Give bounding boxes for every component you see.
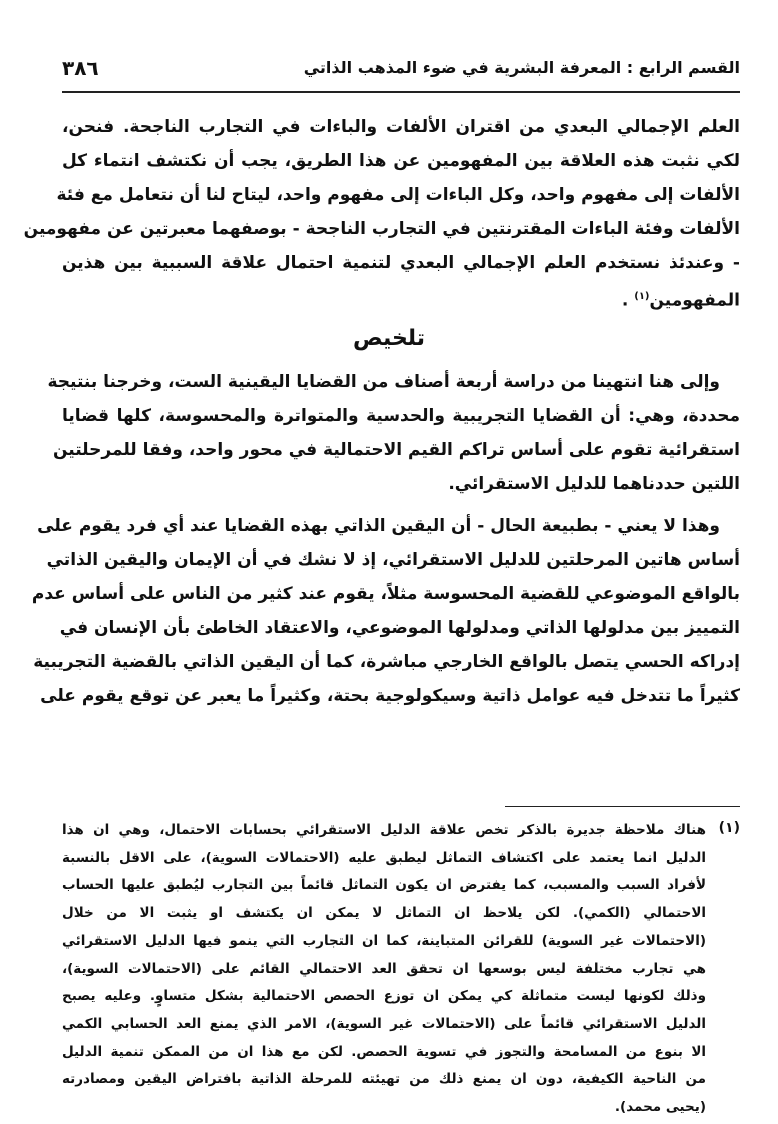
text-line: العلم الإجمالي البعدي من اقتران الألفات والباءات في التجارب الناجحة. فنحن،: [62, 117, 740, 137]
text-line: (الاحتمالات غير السوية) للقرائن المتباينة، كما ان التجارب التي ينمو فيها الدليل الاستقرائي: [62, 932, 706, 949]
running-title: القسم الرابع : المعرفة البشرية في ضوء المذهب الذاتي: [303, 58, 740, 77]
text-line: إدراكه الحسي يتصل بالواقع الخارجي مباشرة، كما أن اليقين الذاتي بالقضية التجريبية: [33, 652, 740, 672]
footnote-marker: (١): [718, 820, 740, 836]
text-line: الدليل انما يعتمد على اكتشاف التماثل ليطبق عليه (الاحتمالات السوية)، على الاقل بالنسبة: [62, 849, 706, 866]
page-number: ٣٨٦: [62, 56, 99, 80]
footnote-rule: [505, 806, 740, 807]
text-line: هي تجارب مختلفة ليس بوسعها ان تحقق العد الاحتمالي القائم على (الاحتمالات السوية)،: [62, 960, 706, 977]
text-line: لكي نثبت هذه العلاقة بين المفهومين عن هذا الطريق، يجب أن نكتشف انتماء كل: [62, 151, 740, 171]
text-line: اللتين حددناهما للدليل الاستقرائي.: [448, 474, 740, 494]
text-line: وإلى هنا انتهينا من دراسة أربعة أصناف من القضايا اليقينية الست، وخرجنا بنتيجة: [47, 372, 720, 392]
text-line: الألفات إلى مفهوم واحد، وكل الباءات إلى مفهوم واحد، ليتاح لنا أن نتعامل مع فئة: [56, 185, 740, 205]
text-line: الألفات وفئة الباءات المقترنتين في التجارب الناجحة - بوصفهما معبرتين عن مفهومين: [23, 219, 740, 239]
text-line: - وعندئذ نستخدم العلم الإجمالي البعدي لتنمية احتمال علاقة السببية بين هذين: [62, 253, 740, 273]
text-line: استقرائية تقوم على أساس تراكم القيم الاحتمالية في محور واحد، وفقا للمرحلتين: [53, 440, 740, 460]
text-line: من الناحية الكيفية، دون ان يمنع ذلك من تهيئته للمرحلة الذاتية بافتراض اليقين ومصادرته: [62, 1071, 706, 1088]
text-line: الدليل الاستقرائي قائماً على (الاحتمالات غير السوية)، الامر الذي يمنع العد الحسابي الكمي: [62, 1015, 706, 1032]
text-line: هناك ملاحظة جديرة بالذكر تخص علاقة الدليل الاستقرائي بحسابات الاحتمال، وهي ان هذا: [62, 822, 706, 838]
text-line: المفهومين$^{(١)}$ .: [621, 290, 740, 311]
text-line: لأفراد السبب والمسبب، كما يفترض ان يكون التماثل قائماً بين التجارب ليُطبق عليها الحساب: [62, 877, 706, 894]
sentence-end: .: [621, 290, 635, 311]
text-line: كثيراً ما تتدخل فيه عوامل ذاتية وسيكولوجية بحتة، وكثيراً ما يعبر عن توقع يقوم على: [40, 686, 740, 706]
text-line: الاحتمالي (الكمي). لكن يلاحظ ان التماثل لا يمكن ان يكتشف او يثبت الا من خلال: [62, 905, 706, 922]
text-line: الا بنوع من المسامحة والتجوز في تسوية الحصص. لكن مع هذا ان من الممكن تنمية الدليل: [62, 1043, 706, 1060]
text-line: محددة، وهي: أن القضايا التجريبية والحدسية والمتواترة والمحسوسة، كلها قضايا: [62, 406, 740, 426]
text-line: وذلك لكونها ليست متماثلة كي يمكن ان توزع الحصص الاحتمالية بشكل متساوٍ. وعليه يصبح: [62, 988, 706, 1005]
text-line: وهذا لا يعني - بطبيعة الحال - أن اليقين الذاتي بهذه القضايا عند أي فرد يقوم على: [37, 516, 720, 536]
section-heading: تلخيص: [352, 326, 426, 351]
text-line: بالواقع الموضوعي للقضية المحسوسة مثلاً، يقوم عند كثير من الناس على أساس عدم: [31, 584, 740, 604]
page-header: [62, 56, 740, 86]
text-line: أساس هاتين المرحلتين للدليل الاستقرائي، إذ لا نشك في أن الإيمان واليقين الذاتي: [46, 550, 740, 570]
footnote-reference[interactable]: (١): [634, 291, 650, 302]
header-rule: [62, 91, 740, 93]
text-line: (يحيى محمد).: [614, 1099, 706, 1115]
text-line: التمييز بين مدلولها الذاتي ومدلولها الموضوعي، والاعتقاد الخاطئ بأن الإنسان في: [59, 618, 740, 638]
